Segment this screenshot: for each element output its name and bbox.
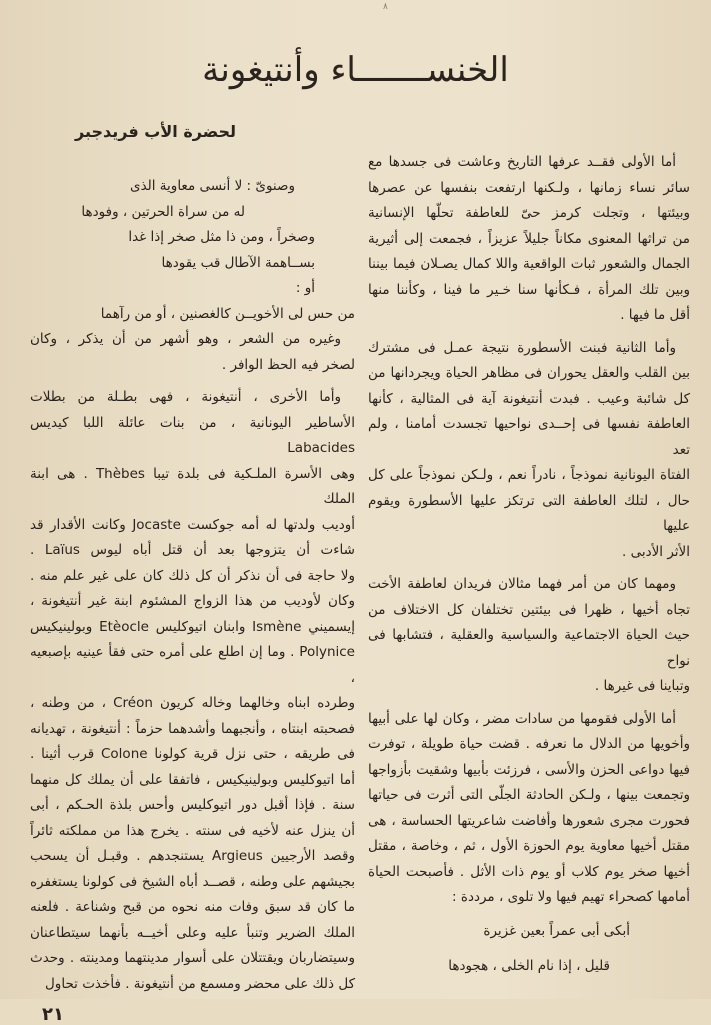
text-line: الفتاة اليونانية نموذجاً ، نادراً نعم ، ولـكن نموذجاً على كل — [368, 467, 690, 483]
text-line: سنة . فإذا أقبل دور اتيوكليس وأحس بلذة الحـكم ، أبى — [30, 797, 355, 813]
text-line: بســاهمة الآطال قب يقودها — [161, 254, 315, 271]
text-line: إيسميني Ismène وابنان اتيوكليس Etèocle وبولينيكيس — [30, 618, 355, 635]
text-line: وكان لأوديب من هذا الزواج المشئوم ابنة غير أنتيغونة ، — [30, 593, 355, 609]
text-line: وطرده ابناه وخالهما وخاله كريون Créon ، من وطنه ، — [30, 695, 355, 711]
text-line: بين القلب والعقل يحوران فى مظاهر الحياة ويجردانها من — [368, 365, 690, 381]
text-line: وتجمعت بينها ، ولـكن الحادثة الجلّى التى أثرت فى حياتها — [368, 787, 690, 803]
page-number: ٢١ — [42, 1004, 64, 1025]
text-line: أما اتيوكليس وبولينيكيس ، فاتفقا على أن يملك كل منهما — [30, 771, 355, 788]
paragraph — [368, 150, 690, 329]
text-line: فصحبته ابنتاه ، وأنجبهما وأشدهما حزماً : أنتيغونة ، تهديانه — [30, 720, 355, 737]
text-line: وهى الأسرة الملـكية فى بلدة تيبا Thèbes . هى ابنة الملك — [30, 465, 356, 507]
text-line: وبين تلك المرأة ، فـكأنها سنا خـير ما فينا ، وكأننا منها — [368, 281, 690, 298]
text-line: شاءت أن يتزوجها بعد أن قتل أباه ليوس Laïus . — [30, 542, 355, 558]
text-line: كل ذلك على محضر ومسمع من أنتيغونة . فأخذت تحاول — [45, 975, 355, 992]
text-line: وصخراً ، ومن ذا مثل صخر إذا غدا — [128, 229, 315, 245]
text-line: فيها دواعى الحزن والأسى ، فرزئت بأبيها وشقيت بأزواجها — [368, 761, 690, 778]
text-line: أخيها صخر يوم كلاب أو يوم ذات الأثل . فأصبحت الحياة — [368, 863, 690, 880]
poem-verse — [30, 200, 355, 277]
paragraph — [30, 385, 355, 997]
right-column — [368, 150, 690, 987]
text-line: الجمال والشعور ثبات الواقعية واللا كمال يصـلان فيما بيننا — [368, 256, 690, 272]
text-line: كل شائبة وعيب . فبدت أنتيغونة آية فى المثالية ، كأنها — [368, 390, 690, 407]
text-line: حيث الحياة الاجتماعية والسياسية والعقلية ، فتشابها فى نواح — [368, 627, 690, 669]
paragraph — [368, 707, 690, 911]
text-line: وأما الثانية فبنت الأسطورة نتيجة عمـل فى مشترك — [368, 339, 676, 356]
text-line: بجيشهم على وطنه ، قصــد أباه الشيخ فى كولونا يستغفره — [30, 873, 355, 890]
text-line: قليل ، إذا نام الخلى ، هجودها — [448, 958, 610, 974]
page-top-mark: ٨ — [383, 2, 388, 12]
text-line: ولا حاجة فى أن نذكر أن كل ذلك كان على غير علم منه . — [30, 567, 355, 584]
text-line: له من سراة الحرتين ، وفودها — [81, 203, 245, 220]
text-line: أما الأولى فقومها من سادات مضر ، وكان لها على أبيها — [368, 710, 676, 727]
text-line: وقصد الأرجيين Argieus يستنجدهم . وقبـل أن يسحب — [30, 848, 355, 864]
text-line: أوديب ولدتها له أمه جوكست Jocaste وكانت الأقدار قد — [30, 516, 355, 533]
article-title: الخنســـــــاء وأنتيغونة — [202, 50, 509, 90]
text-line: وسيتضاربان ويقتتلان على أسوار مدينتهما ومدينته . وحدث — [30, 950, 355, 966]
text-line: الأساطير اليونانية ، من بنات عائلة اللبا كيديس Labacides — [30, 414, 355, 456]
text-line: ومهما كان من أمر فهما مثالان فريدان لعاطفة الأخت — [368, 576, 676, 592]
text-line: أبكى أبى عمراً بعين غزيرة — [483, 922, 630, 939]
text-line: فى طريقه ، حتى نزل قرية كولونا Colone قرب أثينا . — [30, 746, 356, 762]
article-author: لحضرة الأب فريدجبر — [75, 122, 237, 141]
paragraph — [30, 327, 355, 378]
text-line: الأثر الأدبى . — [621, 543, 690, 560]
text-line: Polynice . وما إن اطلع على أمره حتى فقأ عينيه بإصبعيه ، — [30, 644, 355, 686]
text-line: وصنوىّ : لا أنسى معاوية الذى — [130, 178, 295, 194]
text-line: أو : — [295, 280, 315, 296]
text-line: مقتل أخيها معاوية يوم الحوزة الأول ، ثم ، وخاصة ، مقتل — [368, 838, 690, 854]
text-line: أقل ما فيها . — [620, 307, 690, 323]
text-line: العاطفة نفسها فى إحــدى نواحيها تجسدت أمامنا ، ولم تعد — [368, 416, 690, 458]
text-line: وغيره من الشعر ، وهو أشهر من أن يذكر ، وكان — [30, 331, 341, 347]
text-line: حال ، لتلك العاطفة التى ترتكز عليها الأسطورة ويقوم عليها — [368, 492, 690, 534]
text-line: تجاه أخيها ، ظهرا فى بيئتين تختلفان كل الاختلاف من — [368, 601, 690, 618]
paragraph — [368, 572, 690, 700]
paragraph — [368, 336, 690, 566]
left-column — [30, 174, 355, 1025]
text-line: وبيئتها ، وتجلت كرمز حىّ للعاطفة تحلّها الإنسانية — [368, 205, 690, 221]
text-line: سائر نساء زمانها ، ولـكنها ارتفعت بنفسها عن عصرها — [368, 179, 690, 196]
text-line: فحورت مجرى شعورها وأفاضت شاعريتها الحساسة ، هى — [368, 812, 690, 829]
text-line: أن ينزل عنه لأخيه فى سنته . يخرج هذا من مملكته ثائراً — [30, 822, 355, 839]
poem-verse: من حس لى الأخويــن كالغصنين ، أو من رآهما — [100, 305, 355, 322]
text-line: ما كان قد سبق وفات منه نحوه من قبح وشناعة . فلعنه — [30, 899, 355, 915]
text-line: الملك الضرير وتنبأ عليه وعلى أخيــه بأنهما سيتطاعنان — [30, 924, 355, 941]
text-line: أما الأولى فقــد عرفها التاريخ وعاشت فى جسدها مع — [368, 154, 676, 170]
text-line: لصخر فيه الحظ الوافر . — [221, 356, 355, 373]
text-line: وأما الأخرى ، أنتيغونة ، فهى بطـلة من بطلات — [30, 389, 341, 405]
text-line: أمامها كصحراء تهيم فيها ولا تلوى ، مرددة : — [452, 889, 690, 905]
text-line: وأخويها من الدلال ما نعرفه . قضت حياة طويلة ، توفرت — [368, 736, 690, 752]
text-line: من تراثها المعنوى مكاناً جليلاً عزيزاً ، فجمعت إلى أثيرية — [368, 230, 690, 247]
poem-verse — [368, 919, 690, 980]
text-line: وتباينا فى غيرها . — [594, 678, 690, 694]
